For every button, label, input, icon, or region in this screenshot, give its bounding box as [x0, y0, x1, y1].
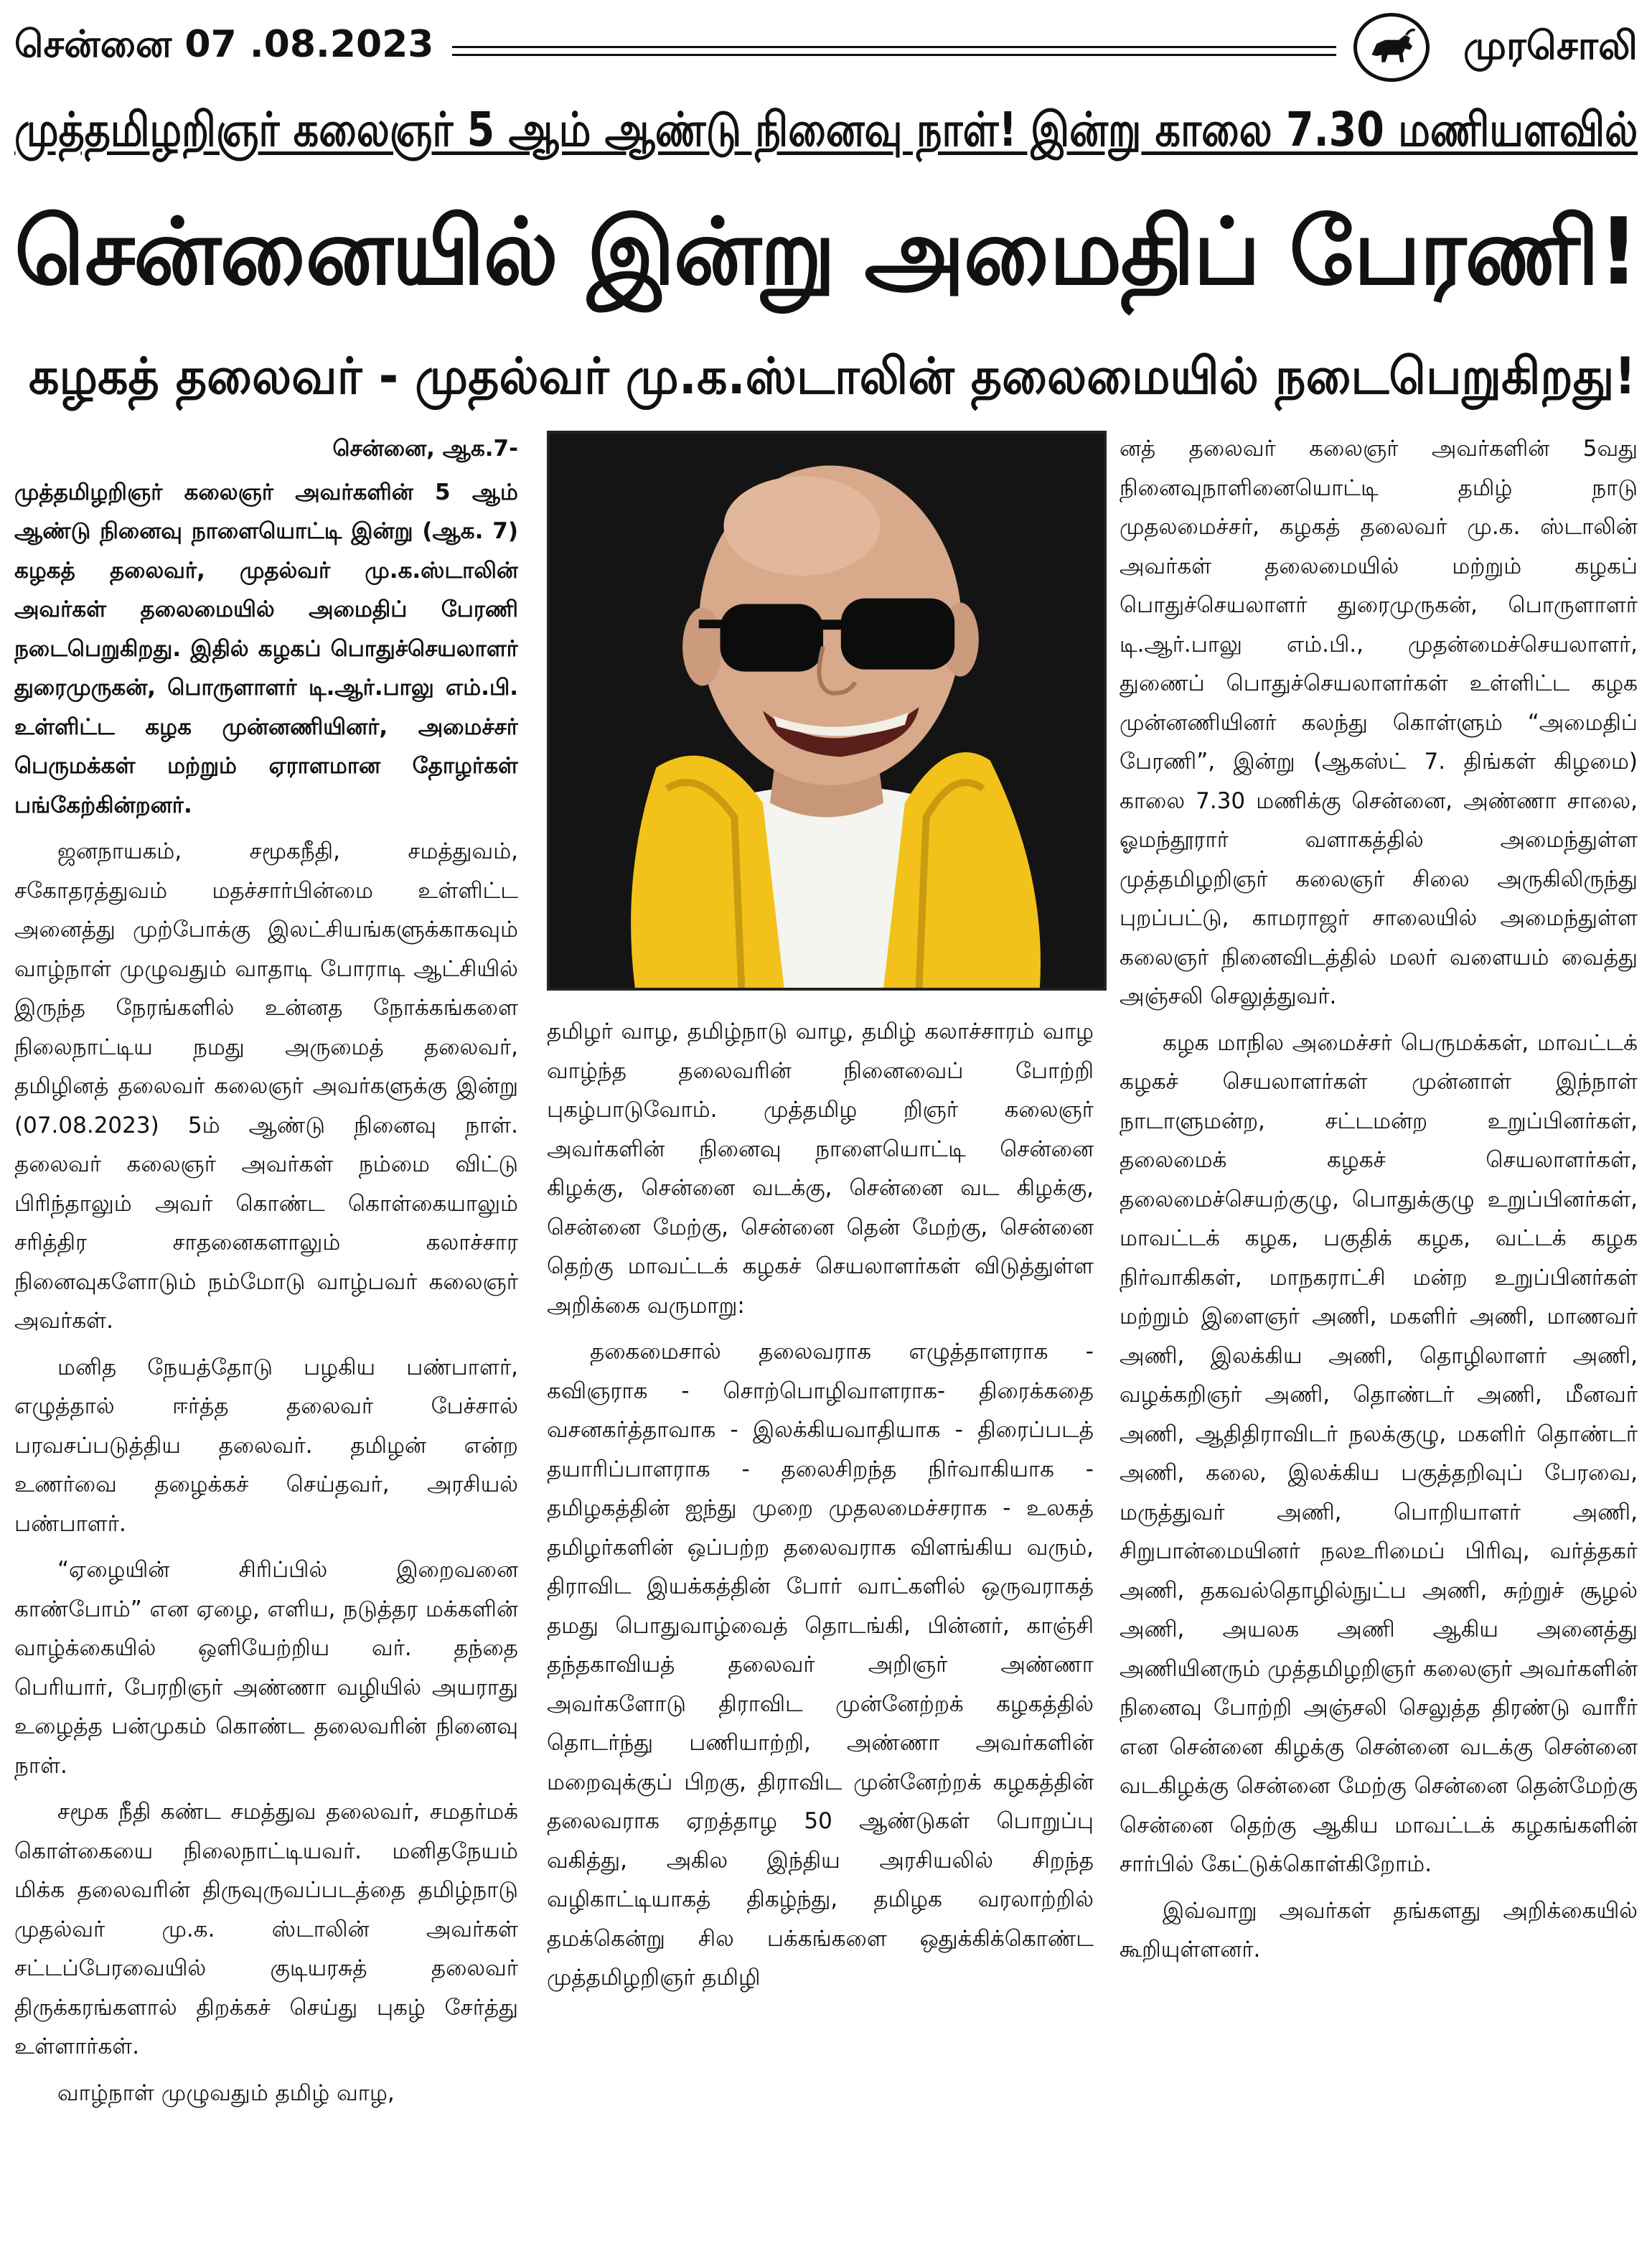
body-paragraph: “ஏழையின் சிரிப்பில் இறைவனை காண்போம்” என ஏழை, எளிய, நடுத்தர மக்களின் வாழ்க்கையில் ஒளியேற்றிய வர். தந்தை பெரியார், பேரறிஞர் அண்ணா வழியில் அயராது உழைத்த பன்முகம் கொண்ட தலைவரின் நினைவு நாள்.	[14, 1557, 518, 1779]
masthead	[14, 13, 1638, 82]
body-paragraph: தமிழர் வாழ, தமிழ்நாடு வாழ, தமிழ் கலாச்சாரம் வாழ வாழ்ந்த தலைவரின் நினைவைப் போற்றி புகழ்பாடுவோம். முத்தமிழ றிஞர் கலைஞர் அவர்களின் நினைவு நாளையொட்டி சென்னை கிழக்கு, சென்னை வடக்கு, சென்னை வட கிழக்கு, சென்னை மேற்கு, சென்னை தென் மேற்கு, சென்னை தெற்கு மாவட்டக் கழகச் செயலாளர்கள் விடுத்துள்ள அறிக்கை வருமாறு:	[547, 1019, 1094, 1319]
body-paragraph: மனித நேயத்தோடு பழகிய பண்பாளர், எழுத்தால் ஈர்த்த தலைவர் பேச்சால் பரவசப்படுத்திய தலைவர். தமிழன் என்ற உணர்வை தழைக்கச் செய்தவர், அரசியல் பண்பாளர்.	[14, 1354, 518, 1537]
body-paragraph: சமூக நீதி கண்ட சமத்துவ தலைவர், சமதர்மக் கொள்கையை நிலைநாட்டியவர். மனிதநேயம் மிக்க தலைவரின் திருவுருவப்படத்தை தமிழ்நாடு முதல்வர் மு.க. ஸ்டாலின் அவர்கள் சட்டப்பேரவையில் குடியரசுத் தலைவர் திருக்கரங்களால் திறக்கச் செய்து புகழ் சேர்த்து உள்ளார்கள்.	[14, 1799, 518, 2059]
body-paragraph: இவ்வாறு அவர்கள் தங்களது அறிக்கையில் கூறியுள்ளனர்.	[1120, 1897, 1638, 1962]
portrait-photo	[547, 431, 1107, 991]
masthead-rule	[452, 46, 1336, 56]
body-paragraph: னத் தலைவர் கலைஞர் அவர்களின் 5வது நினைவுநாளினையொட்டி தமிழ் நாடு முதலமைச்சர், கழகத் தலைவர் மு.க. ஸ்டாலின் அவர்கள் தலைமையில் மற்றும் கழகப் பொதுச்செயலாளர் துரைமுருகன், பொருளாளர் டி.ஆர்.பாலு எம்.பி., முதன்மைச்செயலாளர், துணைப் பொதுச்செயலாளர்கள் உள்ளிட்ட கழக முன்னணியினர் கலந்து கொள்ளும் “அமைதிப் பேரணி”, இன்று (ஆகஸ்ட் 7. திங்கள் கிழமை) காலை 7.30 மணிக்கு சென்னை, அண்ணா சாலை, ஓமந்தூரார் வளாகத்தில் அமைந்துள்ள முத்தமிழறிஞர் கலைஞர் சிலை அருகிலிருந்து புறப்பட்டு, காமராஜர் சாலையில் அமைந்துள்ள கலைஞர் நினைவிடத்தில் மலர் வளையம் வைத்து அஞ்சலி செலுத்துவர்.	[1120, 436, 1638, 1009]
body-paragraph: வாழ்நாள் முழுவதும் தமிழ் வாழ,	[57, 2079, 395, 2106]
article-column-2	[547, 1012, 1094, 2232]
body-paragraph: தகைமைசால் தலைவராக எழுத்தாளராக - கவிஞராக - சொற்பொழிவாளராக- திரைக்கதை வசனகர்த்தாவாக - இலக்கியவாதியாக - திரைப்படத் தயாரிப்பாளராக - தலைசிறந்த நிர்வாகியாக - தமிழகத்தின் ஐந்து முறை முதலமைச்சராக - உலகத் தமிழர்களின் ஒப்பற்ற தலைவராக விளங்கிய வரும், திராவிட இயக்கத்தின் போர் வாட்களில் ஒருவராகத் தமது பொதுவாழ்வைத் தொடங்கி, பின்னர், காஞ்சி தந்தகாவியத் தலைவர் அறிஞர் அண்ணா அவர்களோடு திராவிட முன்னேற்றக் கழகத்தில் தொடர்ந்து பணியாற்றி, அண்ணா அவர்களின் மறைவுக்குப் பிறகு, திராவிட முன்னேற்றக் கழகத்தின் தலைவராக ஏறத்தாழ 50 ஆண்டுகள் பொறுப்பு வகித்து, அகில இந்திய அரசியலில் சிறந்த வழிகாட்டியாகத் திகழ்ந்து, தமிழக வரலாற்றில் தமக்கென்று சில பக்கங்களை ஒதுக்கிக்கொண்ட முத்தமிழறிஞர் தமிழி	[547, 1339, 1094, 1990]
paper-name: முரசொலி	[1463, 23, 1638, 68]
murasoli-emblem-icon	[1353, 13, 1430, 82]
article-column-3	[1120, 429, 1638, 2231]
kicker-line: முத்தமிழறிஞர் கலைஞர் 5 ஆம் ஆண்டு நினைவு நாள்! இன்று காலை 7.30 மணியளவில்	[14, 102, 1638, 157]
body-paragraph: கழக மாநில அமைச்சர் பெருமக்கள், மாவட்டக் கழகச் செயலாளர்கள் முன்னாள் இந்நாள் நாடாளுமன்ற, சட்டமன்ற உறுப்பினர்கள், தலைமைக் கழகச் செயலாளர்கள், தலைமைச்செயற்குழு, பொதுக்குழு உறுப்பினர்கள், மாவட்டக் கழக, பகுதிக் கழக, வட்டக் கழக நிர்வாகிகள், மாநகராட்சி மன்ற உறுப்பினர்கள் மற்றும் இளைஞர் அணி, மகளிர் அணி, மாணவர் அணி, இலக்கிய அணி, தொழிலாளர் அணி, வழக்கறிஞர் அணி, தொண்டர் அணி, மீனவர் அணி, ஆதிதிராவிடர் நலக்குழு, மகளிர் தொண்டர் அணி, கலை, இலக்கிய பகுத்தறிவுப் பேரவை, மருத்துவர் அணி, பொறியாளர் அணி, சிறுபான்மையினர் நலஉரிமைப் பிரிவு, வர்த்தகர் அணி, தகவல்தொழில்நுட்ப அணி, சுற்றுச் சூழல் அணி, அயலக அணி ஆகிய அனைத்து அணியினரும் முத்தமிழறிஞர் கலைஞர் அவர்களின் நினைவு போற்றி அஞ்சலி செலுத்த திரண்டு வாரீர் என சென்னை கிழக்கு சென்னை வடக்கு சென்னை வடகிழக்கு சென்னை மேற்கு சென்னை தென்மேற்கு சென்னை தெற்கு ஆகிய மாவட்டக் கழகங்களின் சார்பில் கேட்டுக்கொள்கிறோம்.	[1120, 1029, 1638, 1877]
headline: சென்னையில் இன்று அமைதிப் பேரணி!	[14, 199, 1638, 306]
body-paragraph: ஜனநாயகம், சமூகநீதி, சமத்துவம், சகோதரத்துவம் மதச்சார்பின்மை உள்ளிட்ட அனைத்து முற்போக்கு இலட்சியங்களுக்காகவும் வாழ்நாள் முழுவதும் வாதாடி போராடி ஆட்சியில் இருந்த நேரங்களில் உன்னத நோக்கங்களை நிலைநாட்டிய நமது அருமைத் தலைவர், தமிழினத் தலைவர் கலைஞர் அவர்களுக்கு இன்று (07.08.2023) 5ம் ஆண்டு நினைவு நாள். தலைவர் கலைஞர் அவர்கள் நம்மை விட்டு பிரிந்தாலும் அவர் கொண்ட கொள்கையாலும் சரித்திர சாதனைகளாலும் கலாச்சார நினைவுகளோடும் நம்மோடு வாழ்பவர் கலைஞர் அவர்கள்.	[14, 838, 518, 1334]
lead-paragraph: முத்தமிழறிஞர் கலைஞர் அவர்களின் 5 ஆம் ஆண்டு நினைவு நாளையொட்டி இன்று (ஆக. 7) கழகத் தலைவர், முதல்வர் மு.க.ஸ்டாலின் அவர்கள் தலைமையில் அமைதிப் பேரணி நடைபெறுகிறது. இதில் கழகப் பொதுச்செயலாளர் துரைமுருகன், பொருளாளர் டி.ஆர்.பாலு எம்.பி. உள்ளிட்ட கழக முன்னணியினர், அமைச்சர் பெருமக்கள் மற்றும் ஏராளமான தோழர்கள் பங்கேற்கின்றனர்.	[14, 479, 518, 818]
subheadline: கழகத் தலைவர் - முதல்வர் மு.க.ஸ்டாலின் தலைமையில் நடைபெறுகிறது!	[29, 347, 1636, 406]
issue-date: சென்னை 07 .08.2023	[14, 23, 434, 66]
article-column-1	[14, 429, 518, 2231]
dateline: சென்னை, ஆக.7-	[332, 436, 518, 462]
